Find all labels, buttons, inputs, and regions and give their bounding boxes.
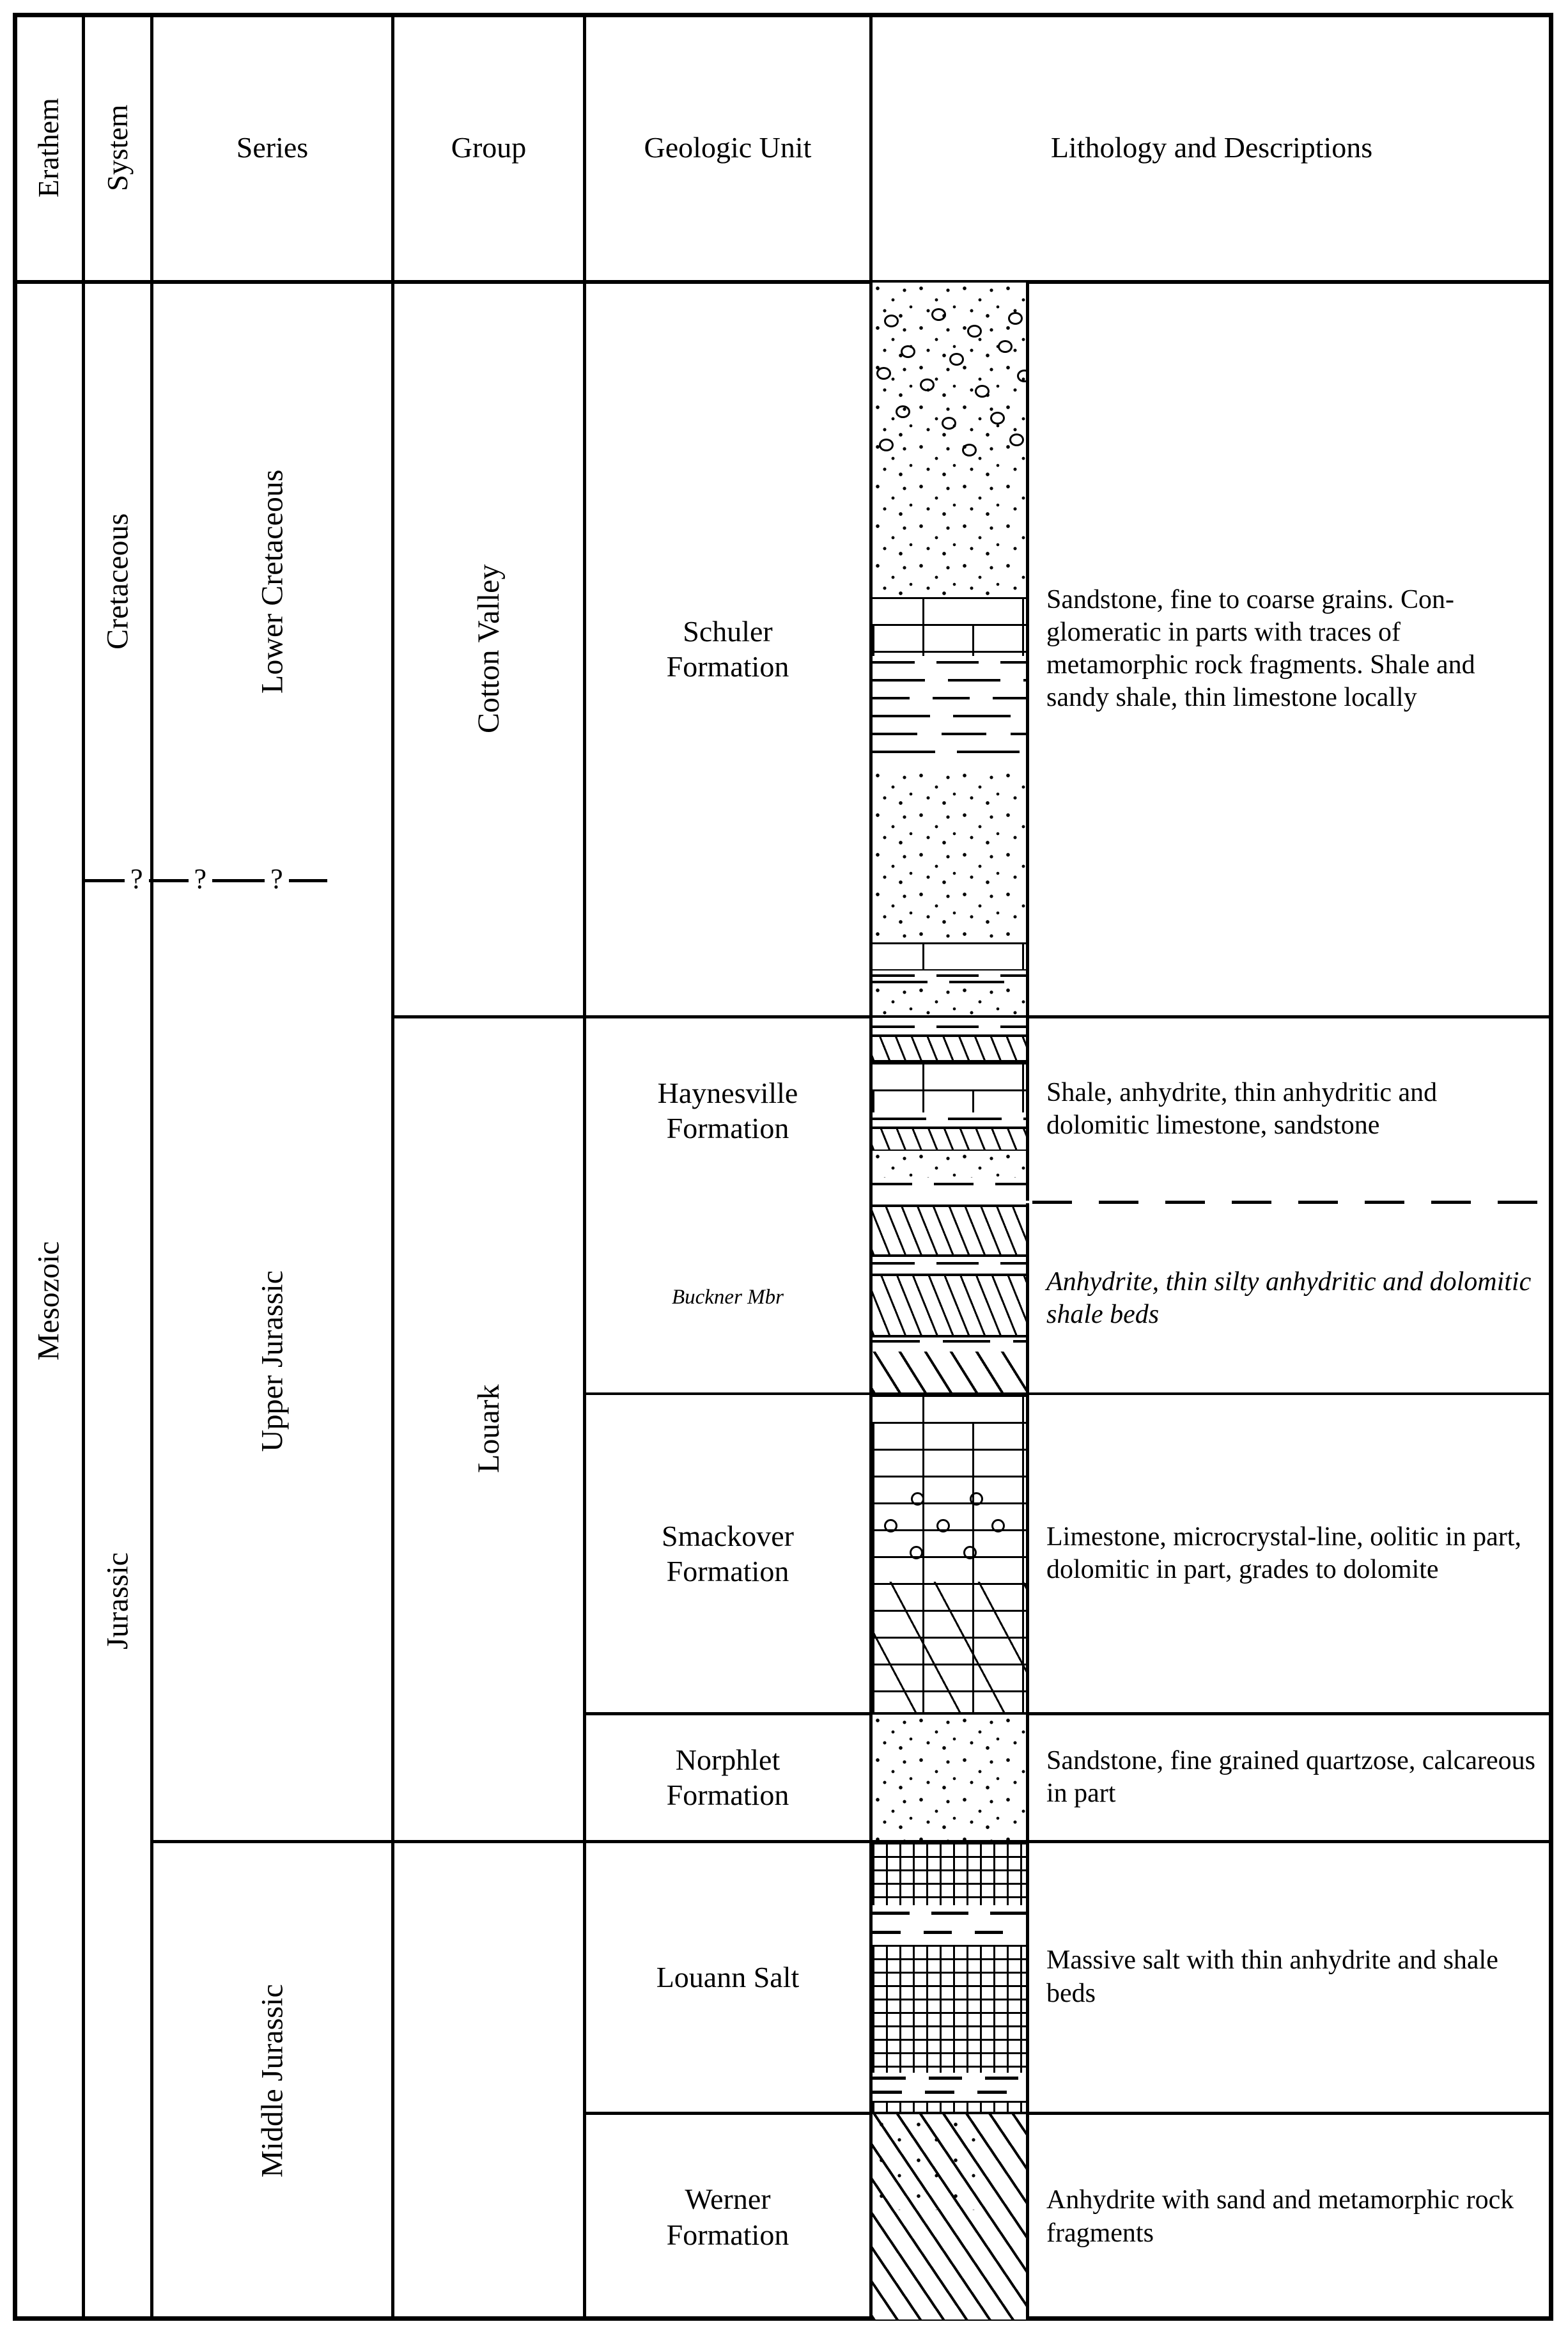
header-lithology-descriptions (873, 15, 1551, 280)
header-system (85, 15, 150, 280)
unconformity-dash-2 (149, 879, 189, 882)
lithology-strip-werner (869, 2114, 1029, 2319)
unit-name-werner-line1: Werner (685, 2183, 771, 2216)
lithology-strip-buckner (869, 1203, 1029, 1392)
unit-name-werner (586, 2114, 869, 2319)
header-geologic-unit (586, 15, 869, 280)
series-middle-jurassic-label: Middle Jurassic (255, 1984, 290, 2178)
description-norphlet (1032, 1715, 1553, 1840)
series-upper-jurassic (153, 882, 391, 1840)
header-group (394, 15, 583, 280)
description-werner (1032, 2114, 1553, 2319)
description-haynesville-text: Shale, anhydrite, thin anhydritic and dolomitic limestone, sandstone (1046, 1077, 1438, 1140)
pattern-buckner (873, 1203, 1026, 1392)
unit-name-haynesville-line1: Haynesville (657, 1076, 798, 1109)
pattern-sandstone-norphlet (873, 1715, 1026, 1840)
description-haynesville (1032, 1018, 1553, 1201)
pattern-salt-lower (873, 2101, 1026, 2112)
pattern-haynesville (873, 1018, 1026, 1201)
series-middle-jurassic (153, 1843, 391, 2319)
header-lithology-descriptions-label: Lithology and Descriptions (1050, 130, 1373, 164)
unit-name-norphlet-line2: Formation (666, 1779, 789, 1811)
group-cotton-valley (394, 283, 583, 1015)
series-lower-cretaceous-label: Lower Cretaceous (255, 469, 290, 694)
unit-name-buckner (586, 1203, 869, 1392)
unconformity-dash-1 (85, 879, 125, 882)
description-buckner-text: Anhydrite, thin silty anhydritic and dolomitic shale beds (1046, 1267, 1532, 1329)
unit-name-norphlet-line1: Norphlet (675, 1743, 780, 1776)
unit-name-schuler (586, 283, 869, 1015)
lithology-strip-norphlet (869, 1715, 1029, 1840)
unit-name-louann-label: Louann Salt (656, 1960, 800, 1993)
pattern-salt-middle (873, 1945, 1026, 2073)
lithology-strip-haynesville (869, 1018, 1029, 1201)
pattern-sandstone-schuler-lower (873, 985, 1026, 1015)
system-cretaceous (85, 283, 150, 880)
series-lower-cretaceous (153, 283, 391, 880)
header-series-label: Series (236, 130, 309, 164)
header-system-label: System (100, 104, 134, 191)
pattern-dolomitic-smackover (873, 1582, 1026, 1712)
erathem-mesozoic (15, 283, 82, 2319)
pattern-interbeds-schuler-lower (873, 942, 1026, 985)
pattern-sandstone-schuler-middle (873, 770, 1026, 942)
group-cotton-valley-label: Cotton Valley (472, 564, 506, 734)
header-erathem-label: Erathem (31, 98, 65, 198)
header-group-label: Group (451, 130, 527, 164)
header-geologic-unit-label: Geologic Unit (644, 130, 812, 164)
unit-name-norphlet (586, 1715, 869, 1840)
unit-name-smackover (586, 1395, 869, 1712)
pattern-salt-gap-lower (873, 2073, 1026, 2101)
unconformity-dash-4 (289, 879, 327, 882)
unit-name-louann (586, 1843, 869, 2112)
pattern-conglomerate-pebbles-upper (873, 308, 1026, 455)
unit-name-schuler-line1: Schuler (683, 614, 773, 648)
unit-name-smackover-line1: Smackover (662, 1519, 794, 1552)
pattern-salt-upper (873, 1843, 1026, 1905)
header-series (153, 15, 391, 280)
description-smackover (1032, 1395, 1553, 1712)
unit-name-haynesville (586, 1018, 869, 1203)
description-norphlet-text: Sandstone, fine grained quartzose, calcareous in part (1046, 1745, 1536, 1808)
unit-name-haynesville-line2: Formation (666, 1112, 789, 1144)
description-smackover-text: Limestone, microcrystal-line, oolitic in part, dolomitic in part, grades to dolomite (1046, 1522, 1521, 1584)
stratigraphic-column-figure: Erathem System Series Group Geologic Unit Lithology and Descriptions Mesozoic Cretaceous Jurassic Lower Cretaceous Upper Jurassic Middle Jurassic ? ? ? Cotton Valley Louark Schuler Formation Haynesville Formation Buckner Mbr Smackover Formation Norphlet Formation Louann Salt Werner Formation Sandstone, fine to coarse grains. Con-glomeratic in parts with traces of metamorphic rock fragments. Shale and sandy shale, thin limestone locally Shale, anhydrite, thin anhydritic and dolomitic limestone, sandstone Anhydrite, thin silty anhydritic and dolomitic shale beds Limestone, microcrystal-line, oolitic in part, dolomitic in part, grades to dolomite Sandstone, fine grained quartzose, calcareous in part Massive salt with thin anhydrite and shale beds Anhydrite with sand and metamorphic rock fragments (0, 0, 1568, 2331)
description-buckner (1032, 1204, 1553, 1392)
group-louark (394, 1018, 583, 1840)
unit-name-buckner-label: Buckner Mbr (671, 1286, 784, 1309)
unit-name-schuler-line2: Formation (666, 650, 789, 683)
system-cretaceous-label: Cretaceous (100, 513, 135, 650)
description-louann (1032, 1843, 1553, 2112)
header-erathem (15, 15, 82, 280)
unit-name-smackover-line2: Formation (666, 1555, 789, 1587)
system-jurassic-label: Jurassic (100, 1552, 135, 1649)
pattern-oolites-smackover (873, 1488, 1026, 1565)
pattern-salt-gap-upper (873, 1905, 1026, 1945)
group-louark-label: Louark (472, 1384, 506, 1474)
lithology-strip-louann (869, 1843, 1029, 2112)
series-upper-jurassic-label: Upper Jurassic (255, 1270, 290, 1452)
description-schuler-text: Sandstone, fine to coarse grains. Con-glomeratic in parts with traces of metamorphic rock fragments. Shale and sandy shale, thin limestone locally (1046, 584, 1475, 713)
description-werner-text: Anhydrite with sand and metamorphic rock fragments (1046, 2185, 1514, 2248)
unit-name-werner-line2: Formation (666, 2218, 789, 2251)
pattern-interbeds-schuler (873, 597, 1026, 770)
lithology-strip-smackover (869, 1395, 1029, 1712)
unconformity-dash-3 (212, 879, 265, 882)
description-louann-text: Massive salt with thin anhydrite and shale beds (1046, 1945, 1498, 2008)
pattern-sand-werner (873, 2114, 981, 2210)
system-jurassic (85, 882, 150, 2319)
lithology-strip-schuler (869, 283, 1029, 1015)
erathem-mesozoic-label: Mesozoic (31, 1241, 66, 1361)
description-schuler (1032, 283, 1553, 1015)
